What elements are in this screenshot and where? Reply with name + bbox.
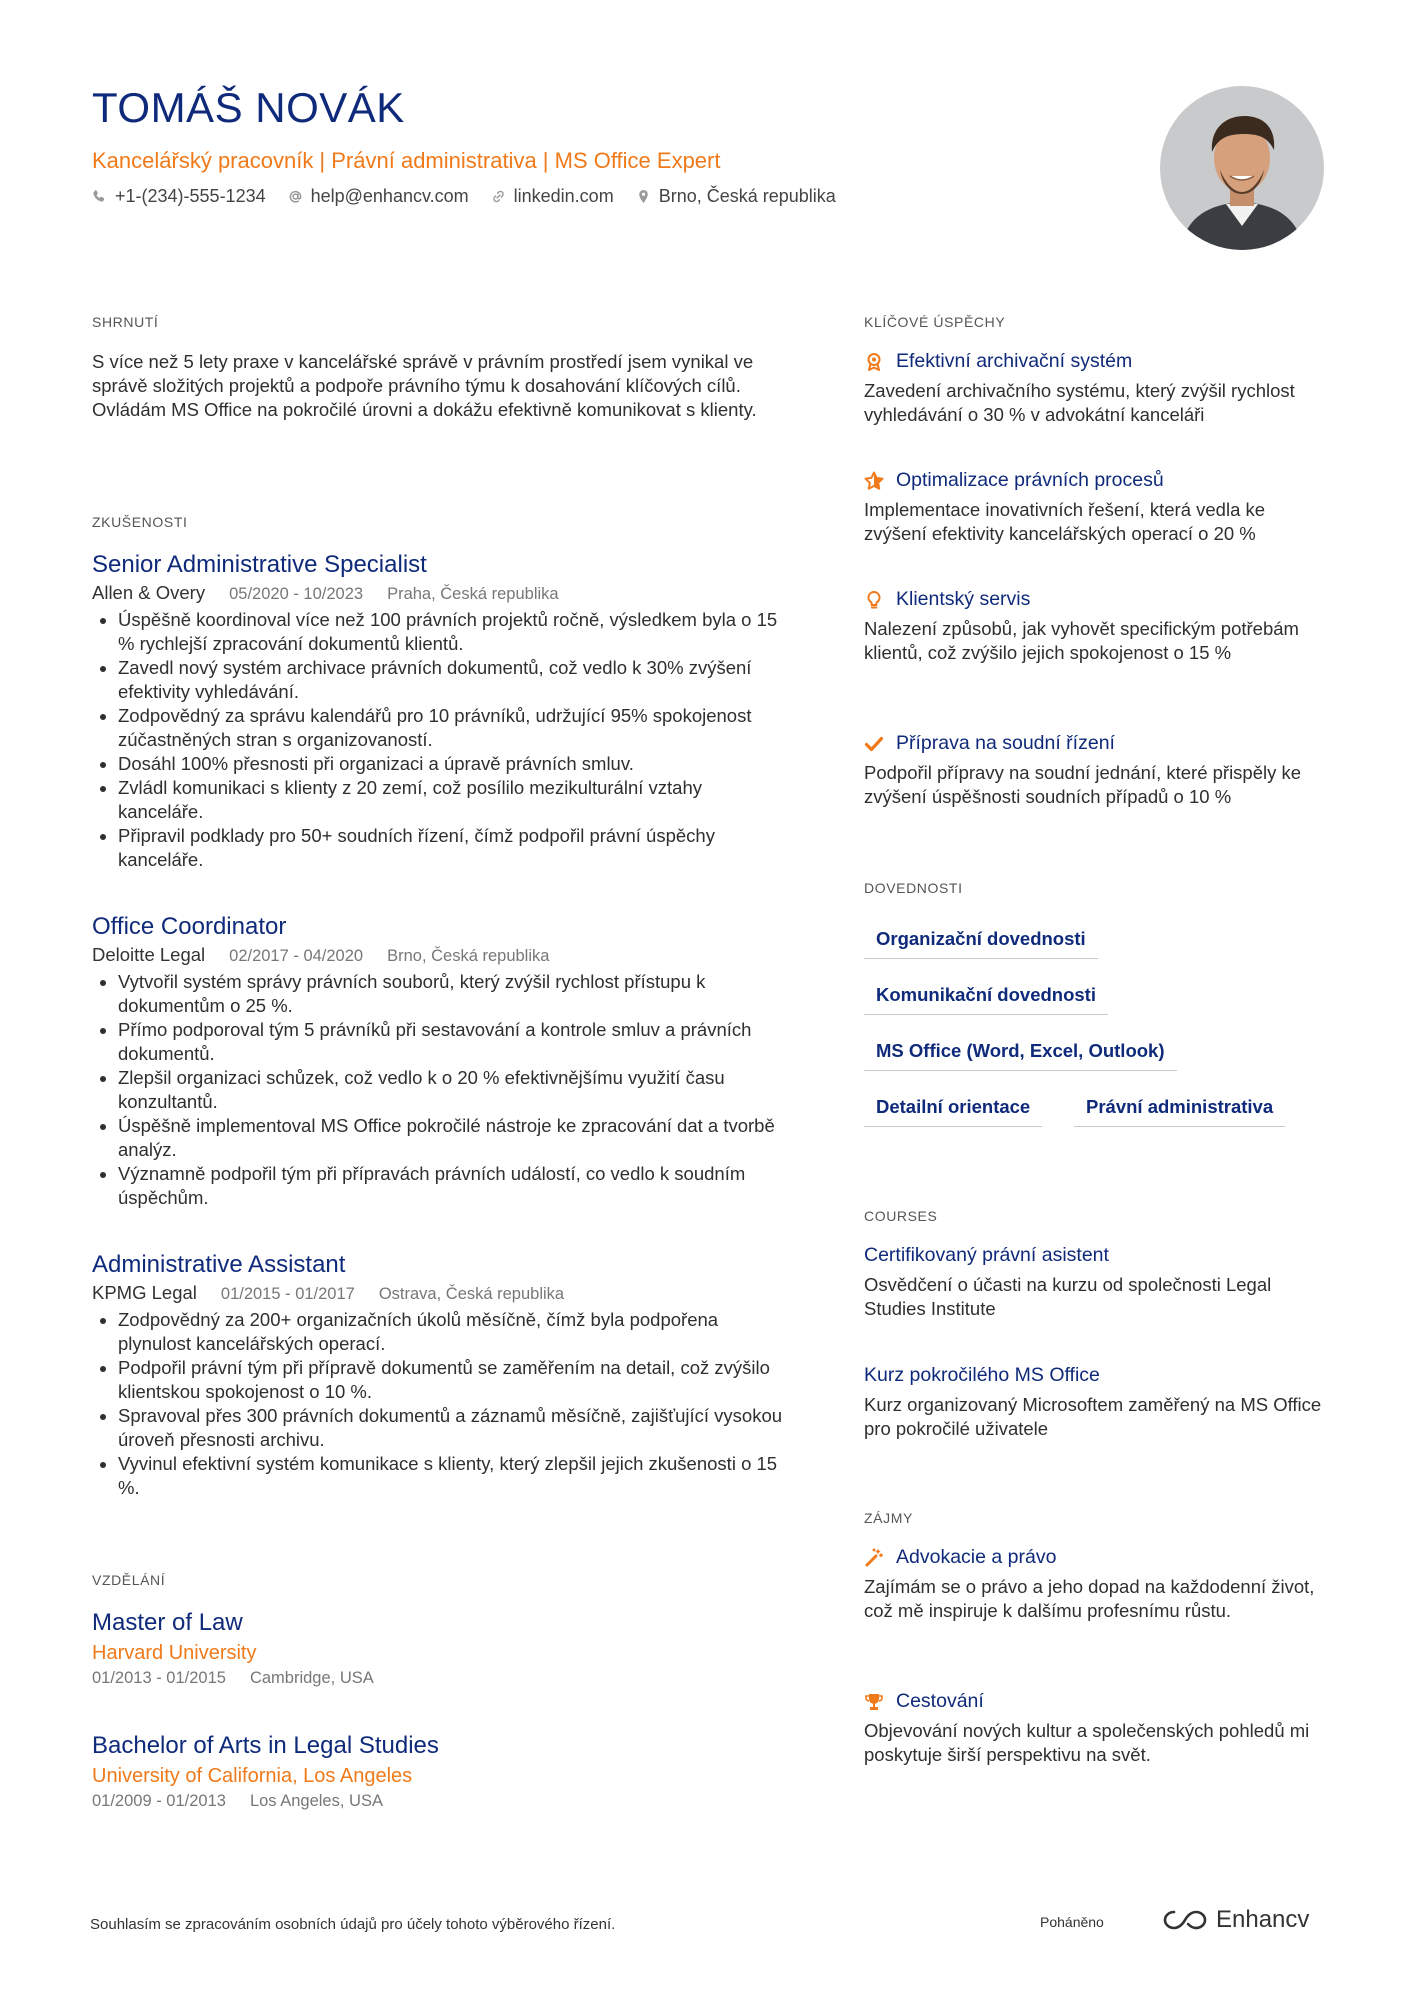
job-bullet: • Úspěšně implementoval MS Office pokročilé nástroje ke zpracování dat a tvorbě analýz. <box>118 1114 792 1162</box>
magic-wand-icon <box>864 1548 884 1568</box>
interests-section-title: ZÁJMY <box>864 1510 913 1526</box>
achievement-title: Optimalizace právních procesů <box>896 469 1164 491</box>
achievement-title: Příprava na soudní řízení <box>896 732 1115 754</box>
edu-school: Harvard University <box>92 1642 257 1664</box>
job-bullet: • Připravil podklady pro 50+ soudních řízení, čímž podpořil právní úspěchy kanceláře. <box>118 824 792 872</box>
job-bullets <box>92 1308 792 1500</box>
experience-section-title: ZKUŠENOSTI <box>92 514 188 530</box>
lightbulb-icon <box>864 590 884 610</box>
brand-name: Enhancv <box>1216 1906 1310 1933</box>
phone-icon <box>92 189 107 204</box>
job-bullet: • Dosáhl 100% přesnosti při organizaci a úpravě právních smluv. <box>118 752 792 776</box>
achievement-text: Zavedení archivačního systému, který zvýšil rychlost vyhledávání o 30 % v advokátní kanceláři <box>864 380 1295 425</box>
skills-section-title: DOVEDNOSTI <box>864 880 963 896</box>
achievement-title: Klientský servis <box>896 588 1031 610</box>
course-title: Certifikovaný právní asistent <box>864 1244 1109 1266</box>
achievement-header <box>864 588 1324 611</box>
interest-item <box>864 1546 1324 1623</box>
education-section-title: VZDĚLÁNÍ <box>92 1572 166 1588</box>
edu-meta <box>92 1792 792 1811</box>
achievement-text: Nalezení způsobů, jak vyhovět specifickým potřebám klientů, což zvýšilo jejich spokojenost o 15 % <box>864 618 1299 663</box>
gdpr-consent: Souhlasím se zpracováním osobních údajů pro účely tohoto výběrového řízení. <box>90 1916 616 1933</box>
enhancv-logo[interactable] <box>1162 1906 1309 1934</box>
education-entry <box>92 1608 792 1688</box>
course-text: Kurz organizovaný Microsoftem zaměřený na MS Office pro pokročilé uživatele <box>864 1394 1322 1439</box>
interest-item <box>864 1690 1324 1767</box>
summary-text: S více než 5 lety praxe v kancelářské správě v právním prostředí jsem vynikal ve správě složitých projektů a podpoře právního týmu k dosahování klíčových cílů. Ovládám MS Office na pokročilé úrovni a dokážu efektivně komunikovat s klienty. <box>92 351 757 420</box>
job-bullet: • Úspěšně koordinoval více než 100 právních projektů ročně, výsledkem byla o 15 % rychlejší zpracování dokumentů klientů. <box>118 608 792 656</box>
course-text: Osvědčení o účasti na kurzu od společnosti Legal Studies Institute <box>864 1274 1272 1319</box>
job-title: Administrative Assistant <box>92 1251 346 1278</box>
profile-photo <box>1160 86 1324 250</box>
contact-bar <box>92 186 858 207</box>
edu-school: University of California, Los Angeles <box>92 1765 413 1787</box>
job-title: Senior Administrative Specialist <box>92 551 427 578</box>
achievement-text: Podpořil přípravy na soudní jednání, které přispěly ke zvýšení úspěšnosti soudních případů o 10 % <box>864 762 1302 807</box>
interest-title: Cestování <box>896 1690 984 1712</box>
contact-phone[interactable] <box>92 186 266 207</box>
headline: Kancelářský pracovník | Právní administrativa | MS Office Expert <box>92 148 721 173</box>
job-company: Allen & Overy <box>92 582 206 603</box>
achievement-item <box>864 350 1324 427</box>
interest-title: Advokacie a právo <box>896 1546 1057 1568</box>
job-bullet: • Zavedl nový systém archivace právních dokumentů, což vedlo k 30% zvýšení efektivity vyhledávání. <box>118 656 792 704</box>
trophy-icon <box>864 1692 884 1712</box>
achievement-header <box>864 469 1324 492</box>
achievement-item <box>864 469 1324 546</box>
infinity-logo-icon <box>1162 1907 1208 1933</box>
interest-header <box>864 1546 1324 1569</box>
skill-tag: Detailní orientace <box>864 1096 1042 1127</box>
job-entry <box>92 912 792 1210</box>
job-dates: 02/2017 - 04/2020 <box>229 947 364 965</box>
job-bullet: • Vyvinul efektivní systém komunikace s klienty, který zlepšil jejich zkušenosti o 15 %. <box>118 1452 792 1500</box>
job-bullet: • Přímo podporoval tým 5 právníků při sestavování a kontrole smluv a právních dokumentů. <box>118 1018 792 1066</box>
job-location: Brno, Česká republika <box>387 947 550 965</box>
achievement-header <box>864 350 1324 373</box>
edu-dates: 01/2013 - 01/2015 <box>92 1669 226 1687</box>
job-location: Praha, Česká republika <box>387 585 559 603</box>
job-location: Ostrava, Česká republika <box>378 1285 565 1303</box>
skill-tag: MS Office (Word, Excel, Outlook) <box>864 1040 1177 1071</box>
award-icon <box>864 352 884 372</box>
checkmark-icon <box>864 734 884 754</box>
star-icon <box>864 471 884 491</box>
achievement-title: Efektivní archivační systém <box>896 350 1133 372</box>
at-icon <box>288 189 303 204</box>
education-entry <box>92 1731 792 1811</box>
location-text: Brno, Česká republika <box>658 186 836 206</box>
phone-text: +1-(234)-555-1234 <box>115 186 266 206</box>
job-dates: 05/2020 - 10/2023 <box>229 585 364 603</box>
job-meta <box>92 944 792 966</box>
location-pin-icon <box>636 189 651 204</box>
achievement-text: Implementace inovativních řešení, která vedla ke zvýšení efektivity kancelářských operací o 20 % <box>864 499 1266 544</box>
edu-meta <box>92 1669 792 1688</box>
courses-section-title: COURSES <box>864 1208 938 1224</box>
edu-location: Cambridge, USA <box>249 1669 374 1687</box>
achievement-item <box>864 588 1324 665</box>
course-title: Kurz pokročilého MS Office <box>864 1364 1100 1386</box>
job-bullets <box>92 970 792 1210</box>
job-bullet: • Zodpovědný za 200+ organizačních úkolů měsíčně, čímž byla podpořena plynulost kancelářských operací. <box>118 1308 792 1356</box>
job-bullet: • Podpořil právní tým při přípravě dokumentů se zaměřením na detail, což zvýšilo klientskou spokojenost o 10 %. <box>118 1356 792 1404</box>
course-item <box>864 1364 1324 1441</box>
job-bullet: • Zlepšil organizaci schůzek, což vedlo k o 20 % efektivnějšímu využití času konzultantů. <box>118 1066 792 1114</box>
job-entry <box>92 1250 792 1500</box>
job-bullet: • Spravoval přes 300 právních dokumentů a záznamů měsíčně, zajišťující vysokou úroveň přesnosti archivu. <box>118 1404 792 1452</box>
course-item <box>864 1244 1324 1321</box>
achievement-header <box>864 732 1324 755</box>
summary-section-title: SHRNUTÍ <box>92 314 159 330</box>
link-icon <box>491 189 506 204</box>
interest-text: Zajímám se o právo a jeho dopad na každodenní život, což mě inspiruje k dalšímu profesnímu růstu. <box>864 1576 1315 1621</box>
job-bullet: • Zvládl komunikaci s klienty z 20 zemí, což posílilo mezikulturální vztahy kanceláře. <box>118 776 792 824</box>
job-company: Deloitte Legal <box>92 944 206 965</box>
interest-header <box>864 1690 1324 1713</box>
job-bullet: • Zodpovědný za správu kalendářů pro 10 právníků, udržující 95% spokojenost zúčastněných stran s organizovaností. <box>118 704 792 752</box>
interest-text: Objevování nových kultur a společenských pohledů mi poskytuje širší perspektivu na svět. <box>864 1720 1310 1765</box>
achievement-item <box>864 732 1324 809</box>
powered-by-label: Poháněno <box>1040 1914 1104 1930</box>
linkedin-text: linkedin.com <box>513 186 614 206</box>
edu-degree: Bachelor of Arts in Legal Studies <box>92 1732 439 1759</box>
skill-tag: Organizační dovednosti <box>864 928 1098 959</box>
edu-location: Los Angeles, USA <box>249 1792 383 1810</box>
job-title: Office Coordinator <box>92 913 287 940</box>
job-entry <box>92 550 792 872</box>
contact-linkedin[interactable] <box>491 186 614 207</box>
skill-tag: Právní administrativa <box>1074 1096 1285 1127</box>
edu-dates: 01/2009 - 01/2013 <box>92 1792 226 1810</box>
job-bullets <box>92 608 792 872</box>
achievements-section-title: KLÍČOVÉ ÚSPĚCHY <box>864 314 1006 330</box>
job-dates: 01/2015 - 01/2017 <box>220 1285 355 1303</box>
job-company: KPMG Legal <box>92 1282 197 1303</box>
candidate-name: TOMÁŠ NOVÁK <box>92 84 405 131</box>
edu-degree: Master of Law <box>92 1609 243 1636</box>
contact-email[interactable] <box>288 186 469 207</box>
job-meta <box>92 582 792 604</box>
job-bullet: • Významně podpořil tým při přípravách právních událostí, co vedlo k soudním úspěchům. <box>118 1162 792 1210</box>
job-meta <box>92 1282 792 1304</box>
email-text: help@enhancv.com <box>310 186 469 206</box>
job-bullet: • Vytvořil systém správy právních souborů, který zvýšil rychlost přístupu k dokumentům o 25 %. <box>118 970 792 1018</box>
skill-tag: Komunikační dovednosti <box>864 984 1108 1015</box>
contact-location <box>636 186 836 207</box>
